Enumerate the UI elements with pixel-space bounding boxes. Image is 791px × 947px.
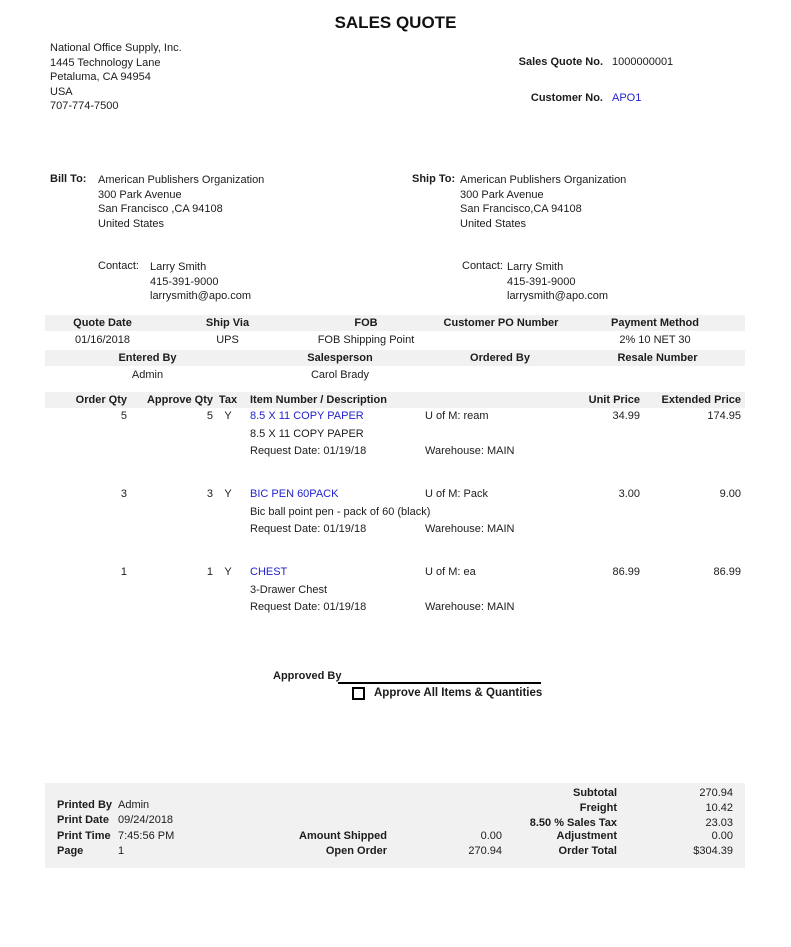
sales-tax-label: 8.50 % Sales Tax (529, 817, 617, 829)
order-total-row (397, 845, 733, 858)
bill-to-line: San Francisco ,CA 94108 (98, 203, 223, 216)
ship-to-contact-name: Larry Smith (507, 261, 564, 273)
sales-tax-row (397, 817, 733, 830)
item-unit-price: 34.99 (612, 410, 640, 422)
items-table-header (45, 392, 745, 408)
bill-to-contact-label: Contact: (98, 260, 139, 272)
item-approve-qty: 1 (206, 566, 213, 578)
ship-to-contact-phone: 415-391-9000 (507, 275, 576, 288)
seller-name: National Office Supply, Inc. (50, 42, 182, 54)
sales-quote-no-value: 1000000001 (612, 56, 674, 68)
customer-po-header: Customer PO Number (443, 317, 559, 329)
item-warehouse: Warehouse: MAIN (425, 523, 515, 535)
ordered-by-value (430, 366, 570, 385)
ship-to-block (412, 173, 626, 231)
item-tax-flag: Y (224, 488, 232, 500)
approve-all-checkbox[interactable] (352, 687, 365, 700)
item-line-main (45, 488, 745, 501)
entered-by-value: Admin (131, 369, 164, 381)
item-order-qty: 5 (120, 410, 127, 422)
order-total-value: $304.39 (693, 845, 733, 857)
approved-by-label: Approved By (273, 670, 342, 682)
item-warehouse: Warehouse: MAIN (425, 601, 515, 613)
print-time-row (57, 830, 174, 843)
item-number-link[interactable]: 8.5 X 11 COPY PAPER (250, 410, 364, 422)
quote-info-value-row-1 (45, 331, 745, 350)
page-number-row (57, 845, 124, 858)
quote-info-header-row-2 (45, 350, 745, 366)
bill-to-contact-block (98, 260, 251, 304)
bill-to-contact-email: larrysmith@apo.com (150, 290, 252, 303)
entered-by-header: Entered By (118, 352, 177, 364)
ship-to-contact-lines (507, 260, 608, 304)
freight-row (397, 802, 733, 815)
payment-method-header: Payment Method (610, 317, 699, 329)
bill-to-line: American Publishers Organization (98, 174, 265, 186)
item-row-bic-pen (45, 488, 745, 558)
item-description: Bic ball point pen - pack of 60 (black) (250, 506, 431, 518)
quote-info-header-row-1 (45, 315, 745, 331)
item-uom: U of M: ea (425, 566, 476, 578)
page-title: SALES QUOTE (334, 13, 457, 32)
print-date-row (57, 814, 173, 827)
seller-street: 1445 Technology Lane (50, 56, 161, 69)
freight-value: 10.42 (705, 802, 733, 814)
print-time-value: 7:45:56 PM (118, 830, 175, 842)
ordered-by-header: Ordered By (470, 352, 530, 364)
bill-to-label: Bill To: (50, 173, 87, 185)
order-qty-header: Order Qty (75, 394, 127, 406)
approved-by-signature-line[interactable] (338, 670, 541, 684)
customer-number-row (380, 92, 710, 104)
ship-via-value: UPS (216, 334, 239, 346)
print-date-value: 09/24/2018 (118, 814, 174, 826)
item-description: 3-Drawer Chest (250, 584, 328, 596)
item-extended-price: 86.99 (713, 566, 741, 578)
page-value: 1 (118, 845, 125, 857)
item-number-link[interactable]: CHEST (250, 566, 288, 578)
ship-to-line: American Publishers Organization (460, 174, 627, 186)
item-order-qty: 1 (120, 566, 127, 578)
item-approve-qty: 3 (206, 488, 213, 500)
seller-city: Petaluma, CA 94954 (50, 71, 151, 84)
bill-to-block (50, 173, 264, 231)
printed-by-label: Printed By (57, 799, 113, 811)
item-row-copy-paper (45, 410, 745, 480)
ship-to-contact-label: Contact: (462, 260, 503, 272)
ship-to-address (460, 173, 626, 231)
customer-no-label: Customer No. (530, 92, 603, 104)
ship-to-contact-block (462, 260, 608, 304)
freight-label: Freight (579, 802, 617, 814)
adjustment-label: Adjustment (556, 830, 617, 842)
sales-quote-no-label: Sales Quote No. (518, 56, 603, 68)
bill-to-line: 300 Park Avenue (98, 188, 182, 201)
seller-country: USA (50, 85, 73, 98)
subtotal-label: Subtotal (573, 787, 617, 799)
bill-to-line: United States (98, 217, 165, 230)
ship-to-line: United States (460, 217, 527, 230)
item-extended-price: 9.00 (719, 488, 741, 500)
salesperson-value: Carol Brady (310, 369, 370, 381)
bill-to-address (98, 173, 264, 231)
bill-to-contact-name: Larry Smith (150, 261, 207, 273)
printed-by-row (57, 799, 149, 812)
unit-price-header: Unit Price (588, 394, 640, 406)
item-number-link[interactable]: BIC PEN 60PACK (250, 488, 339, 500)
ship-to-line: San Francisco,CA 94108 (460, 203, 582, 216)
item-warehouse: Warehouse: MAIN (425, 445, 515, 457)
quote-date-header: Quote Date (73, 317, 132, 329)
fob-value: FOB Shipping Point (317, 334, 415, 346)
item-tax-flag: Y (224, 410, 232, 422)
quote-info-table (45, 315, 745, 385)
subtotal-value: 270.94 (699, 787, 733, 799)
page-label: Page (57, 845, 84, 857)
ship-to-contact-email: larrysmith@apo.com (507, 290, 609, 303)
approve-qty-header: Approve Qty (146, 394, 213, 406)
print-date-label: Print Date (57, 814, 109, 826)
item-uom: U of M: ream (425, 410, 489, 422)
payment-method-value: 2% 10 NET 30 (619, 334, 691, 346)
item-request-date: Request Date: 01/19/18 (250, 523, 367, 535)
sales-tax-value: 23.03 (705, 817, 733, 829)
amount-shipped-label: Amount Shipped (299, 830, 387, 842)
customer-po-value (437, 331, 565, 350)
resale-number-header: Resale Number (617, 352, 698, 364)
item-uom: U of M: Pack (425, 488, 488, 500)
item-tax-flag: Y (224, 566, 232, 578)
item-request-date: Request Date: 01/19/18 (250, 601, 367, 613)
amount-shipped-value: 0.00 (480, 830, 502, 842)
approve-all-checkbox-label: Approve All Items & Quantities (374, 687, 543, 699)
sales-quote-number-row (380, 56, 710, 68)
item-description: 8.5 X 11 COPY PAPER (250, 428, 364, 440)
open-order-value: 270.94 (468, 845, 502, 857)
quote-date-value: 01/16/2018 (74, 334, 131, 346)
item-row-chest (45, 566, 745, 636)
print-time-label: Print Time (57, 830, 111, 842)
item-unit-price: 86.99 (612, 566, 640, 578)
ship-via-header: Ship Via (205, 317, 250, 329)
item-number-description-header: Item Number / Description (250, 394, 387, 406)
subtotal-row (397, 787, 733, 800)
item-extended-price: 174.95 (707, 410, 741, 422)
fob-header: FOB (354, 317, 378, 329)
item-order-qty: 3 (120, 488, 127, 500)
item-approve-qty: 5 (206, 410, 213, 422)
bill-to-contact-phone: 415-391-9000 (150, 275, 219, 288)
seller-phone: 707-774-7500 (50, 100, 119, 113)
totals-footer (45, 783, 745, 868)
ship-to-label: Ship To: (412, 173, 456, 185)
item-request-date: Request Date: 01/19/18 (250, 445, 367, 457)
bill-to-contact-lines (150, 260, 251, 304)
item-unit-price: 3.00 (618, 488, 640, 500)
resale-number-value (570, 366, 745, 385)
item-line-main (45, 566, 745, 579)
adjustment-value: 0.00 (711, 830, 733, 842)
salesperson-header: Salesperson (307, 352, 373, 364)
customer-no-link[interactable]: APO1 (612, 92, 642, 104)
ship-to-line: 300 Park Avenue (460, 188, 544, 201)
quote-info-value-row-2 (45, 366, 745, 385)
printed-by-value: Admin (118, 799, 150, 811)
tax-header: Tax (218, 394, 238, 406)
open-order-label: Open Order (325, 845, 387, 857)
seller-address-block (50, 41, 182, 114)
item-line-main (45, 410, 745, 423)
extended-price-header: Extended Price (661, 394, 741, 406)
order-total-label: Order Total (558, 845, 617, 857)
adjustment-row (397, 830, 733, 843)
